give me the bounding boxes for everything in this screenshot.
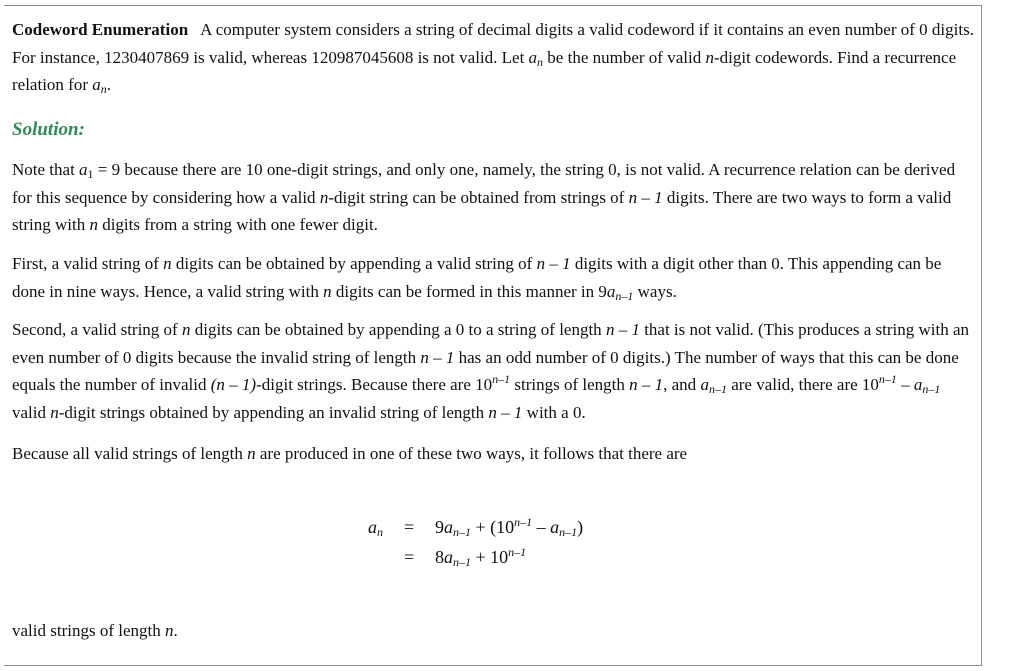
- problem-paragraph: [12, 16, 978, 99]
- problem-text: be the number of valid: [543, 47, 706, 67]
- para-text: First, a valid string of: [12, 254, 164, 273]
- math-n: n: [705, 47, 714, 67]
- math-an-1: $a_{n-1}$: [700, 375, 727, 396]
- math-n-minus-1: n – 1: [536, 254, 571, 273]
- para-text: -digit string can be obtained from strings of: [328, 187, 629, 207]
- math-n: n: [319, 187, 329, 207]
- para-text: that is not valid. (This produces a string with an even number of 0 digits because the invalid string of length: [12, 320, 970, 367]
- para-text: are valid, there are: [726, 375, 862, 394]
- note-paragraph: [12, 156, 978, 239]
- math-10pow-minus-an-1: $10^{n-1} - a_{n-1}$: [861, 372, 941, 396]
- because-paragraph: [12, 440, 978, 468]
- para-text: digits from a string with one fewer digit.: [97, 215, 378, 234]
- para-text: digits with a digit other than 0. This appending can be done in nine ways. Hence, a valid string with: [12, 254, 942, 301]
- math-9an-1: $9a_{n-1}$: [598, 281, 634, 303]
- para-text: Because all valid strings of length: [12, 444, 248, 463]
- para-text: digits can be obtained by appending a 0 to a string of length: [190, 320, 606, 339]
- para-text: strings of length: [510, 375, 630, 394]
- math-a1-eq: $a_1 = 9$: [79, 160, 121, 181]
- para-text: with a 0.: [522, 402, 586, 422]
- math-n-minus-1: n – 1: [628, 187, 663, 207]
- para-text: -digit strings. Because there are: [256, 375, 476, 394]
- equation-lhs: $a_n$: [368, 517, 383, 539]
- para-text: Note that: [12, 160, 80, 179]
- para-text: valid strings of length: [12, 621, 165, 640]
- para-text: digits. There are two ways to form a valid string with: [12, 187, 952, 234]
- math-n: n: [247, 444, 256, 463]
- para-text: valid: [12, 402, 51, 422]
- para-text: .: [173, 621, 178, 640]
- para-text: because there are 10 one-digit strings, and only one, namely, the string 0, is not valid. A recurrence relation can be derived for this sequence by considering how a valid: [12, 160, 956, 207]
- para-text: are produced in one of these two ways, it follows that there are: [255, 444, 688, 463]
- para-text: , and: [663, 375, 701, 394]
- problem-text: A computer system considers a string of decimal digits a valid codeword if it contains an even number of 0 digits. For instance, 1230407869 is valid, whereas 120987045608 is not valid. Let: [12, 20, 974, 67]
- second-paragraph: [12, 316, 978, 426]
- first-paragraph: [12, 250, 978, 305]
- para-text: has an odd number of 0 digits.) The number of ways that this can be done equals the number of invalid: [12, 347, 959, 394]
- math-n-minus-1: n – 1: [420, 347, 455, 367]
- closing-paragraph: [12, 617, 978, 645]
- para-text: Second, a valid string of: [12, 320, 182, 339]
- problem-text: -digit codewords. Find a recurrence relation for: [12, 47, 957, 94]
- math-n: n: [89, 215, 98, 234]
- math-n-minus-1: n – 1: [488, 402, 523, 422]
- math-n: n: [164, 621, 174, 640]
- math-paren-n-minus-1: (n – 1): [210, 375, 257, 394]
- equation-rhs-1: $9a_{n-1} + (10^{n-1} - a_{n-1})$: [435, 515, 584, 539]
- equation-rhs-2: $8a_{n-1} + 10^{n-1}$: [435, 545, 527, 569]
- problem-text: .: [106, 75, 111, 94]
- solution-label: Solution:: [12, 119, 85, 140]
- math-n-minus-1: n – 1: [605, 320, 640, 339]
- math-an: $a_n$: [92, 75, 107, 96]
- math-10-pow: 10$^{n-1}$: [475, 372, 511, 394]
- para-text: ways.: [633, 281, 677, 301]
- math-n: n: [181, 320, 191, 339]
- equation-equals-2: =: [404, 547, 415, 567]
- math-an: $a_n$: [528, 47, 544, 69]
- para-text: -digit strings obtained by appending an invalid string of length: [58, 402, 489, 422]
- equation-equals-1: =: [404, 517, 415, 537]
- para-text: digits can be obtained by appending a valid string of: [171, 254, 537, 273]
- math-n-minus-1: n – 1: [629, 375, 664, 394]
- math-n: n: [323, 281, 332, 301]
- para-text: digits can be formed in this manner in: [331, 281, 599, 301]
- math-n: n: [50, 402, 59, 422]
- problem-heading: Codeword Enumeration: [12, 20, 189, 39]
- math-n: n: [163, 254, 172, 273]
